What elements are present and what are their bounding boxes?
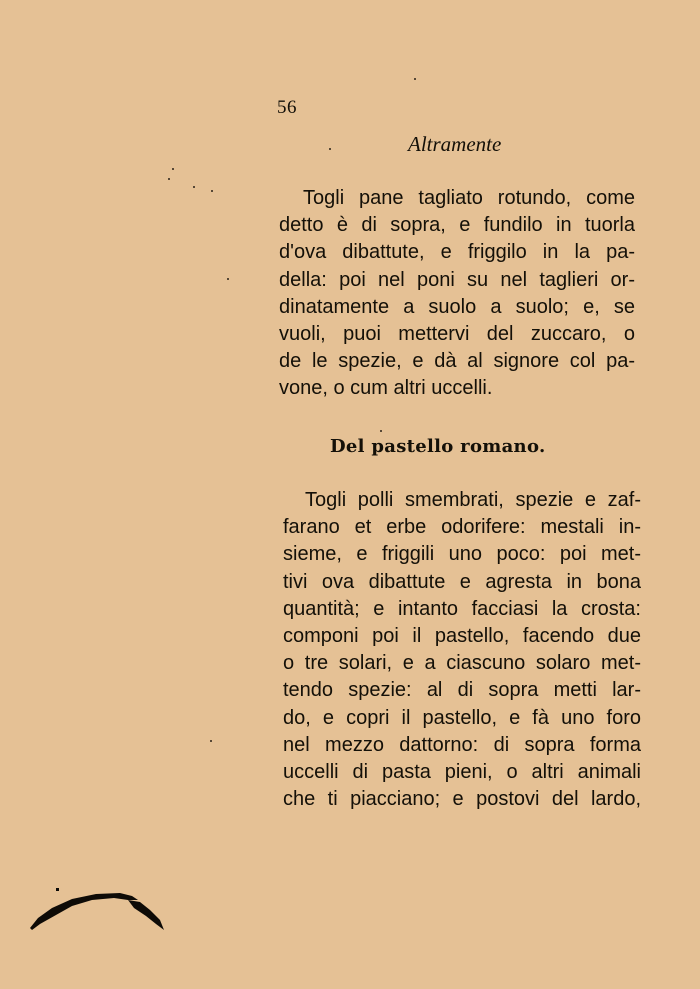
scan-speck [168, 178, 170, 180]
text-line: do, e copri il pastello, e fà uno foro [283, 706, 641, 729]
scan-speck [227, 278, 229, 280]
text-line: sieme, e friggili uno poco: poi met- [283, 543, 641, 566]
text-line: o tre solari, e a ciascuno solaro met- [283, 652, 641, 675]
text-line: che ti piacciano; e postovi del lardo, [283, 788, 641, 811]
text-line: componi poi il pastello, facendo due [283, 624, 641, 647]
text-line: d'ova dibattute, e friggilo in la pa- [279, 241, 635, 264]
text-line: vuoli, puoi mettervi del zuccaro, o [279, 322, 635, 345]
scan-speck [329, 148, 331, 150]
text-line: quantità; e intanto facciasi la crosta: [283, 597, 641, 620]
text-line: vone, o cum altri uccelli. [279, 377, 493, 400]
text-line: dinatamente a suolo a suolo; e, se [279, 295, 635, 318]
text-line: nel mezzo dattorno: di sopra forma [283, 733, 641, 756]
text-line: della: poi nel poni su nel taglieri or- [279, 268, 635, 291]
text-line: Togli polli smembrati, spezie e zaf- [305, 489, 641, 511]
scan-speck [172, 168, 174, 170]
section-title-altramente: Altramente [408, 132, 502, 156]
section-title-pastello-romano: Del pastello romano. [330, 436, 546, 457]
scan-speck [193, 186, 195, 188]
scan-speck [210, 740, 212, 742]
text-line: uccelli di pasta pieni, o altri animali [283, 760, 641, 783]
text-line: de le spezie, e dà al signore col pa- [279, 350, 635, 373]
scan-speck [380, 430, 382, 432]
text-line: tendo spezie: al di sopra metti lar- [283, 679, 641, 702]
text-line: Togli pane tagliato rotundo, come [303, 187, 635, 209]
text-line: farano et erbe odorifere: mestali in- [283, 516, 641, 539]
text-line: detto è di sopra, e fundilo in tuorla [279, 214, 635, 237]
ink-blot [28, 888, 168, 934]
scan-speck [211, 190, 213, 192]
paragraph-pastello-romano [283, 487, 641, 813]
scan-speck [414, 78, 416, 80]
text-line: tivi ova dibattute e agresta in bona [283, 570, 641, 593]
paragraph-altramente [279, 185, 635, 403]
page-number: 56 [277, 97, 297, 118]
